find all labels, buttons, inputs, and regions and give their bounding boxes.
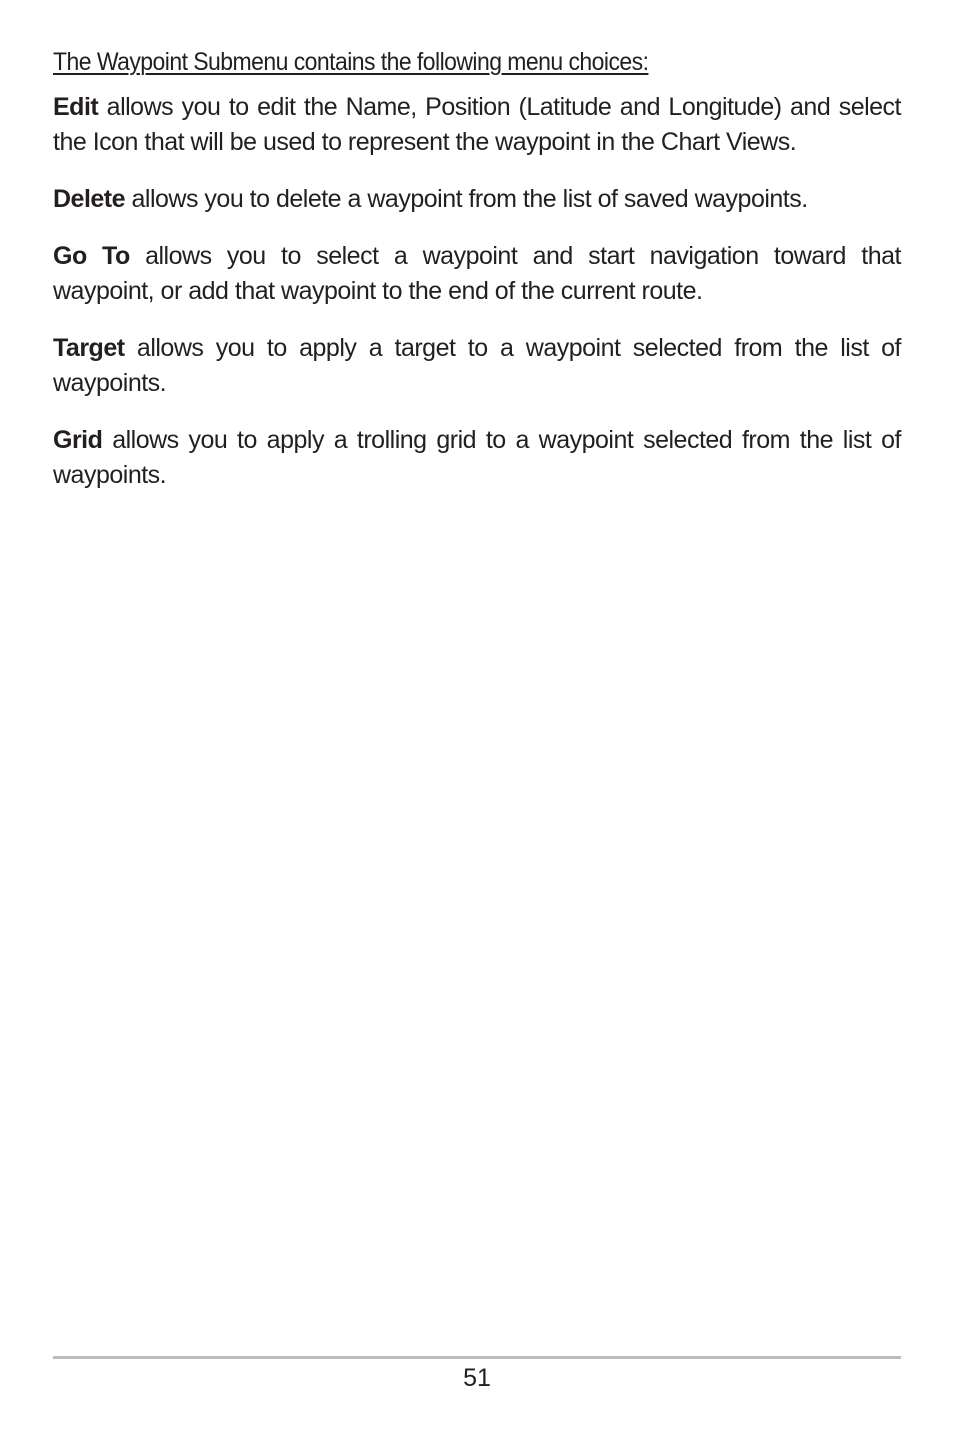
menu-choice-grid <box>53 423 901 493</box>
menu-choice-term: Go To <box>53 242 130 270</box>
menu-choice-edit <box>53 90 901 160</box>
menu-choice-term: Delete <box>53 185 126 213</box>
menu-choice-target <box>53 331 901 401</box>
section-heading: The Waypoint Submenu contains the following menu choices: <box>53 48 649 76</box>
menu-choice-go-to <box>53 239 901 309</box>
footer-divider <box>53 1356 901 1359</box>
menu-choice-description: allows you to delete a waypoint from the list of saved waypoints. <box>131 185 808 213</box>
menu-choice-description: allows you to apply a trolling grid to a waypoint selected from the list of waypoints. <box>53 426 901 489</box>
menu-choice-description: allows you to select a waypoint and start navigation toward that waypoint, or add that waypoint to the end of the current route. <box>53 242 901 305</box>
menu-choice-description: allows you to edit the Name, Position (Latitude and Longitude) and select the Icon that will be used to represent the waypoint in the Chart Views. <box>53 93 901 156</box>
menu-choice-term: Grid <box>53 426 103 454</box>
page-content <box>53 44 901 515</box>
page-number: 51 <box>463 1364 491 1392</box>
menu-choice-description: allows you to apply a target to a waypoint selected from the list of waypoints. <box>53 334 901 397</box>
menu-choice-term: Edit <box>53 93 99 121</box>
menu-choice-delete <box>53 182 901 217</box>
menu-choice-term: Target <box>53 334 125 362</box>
